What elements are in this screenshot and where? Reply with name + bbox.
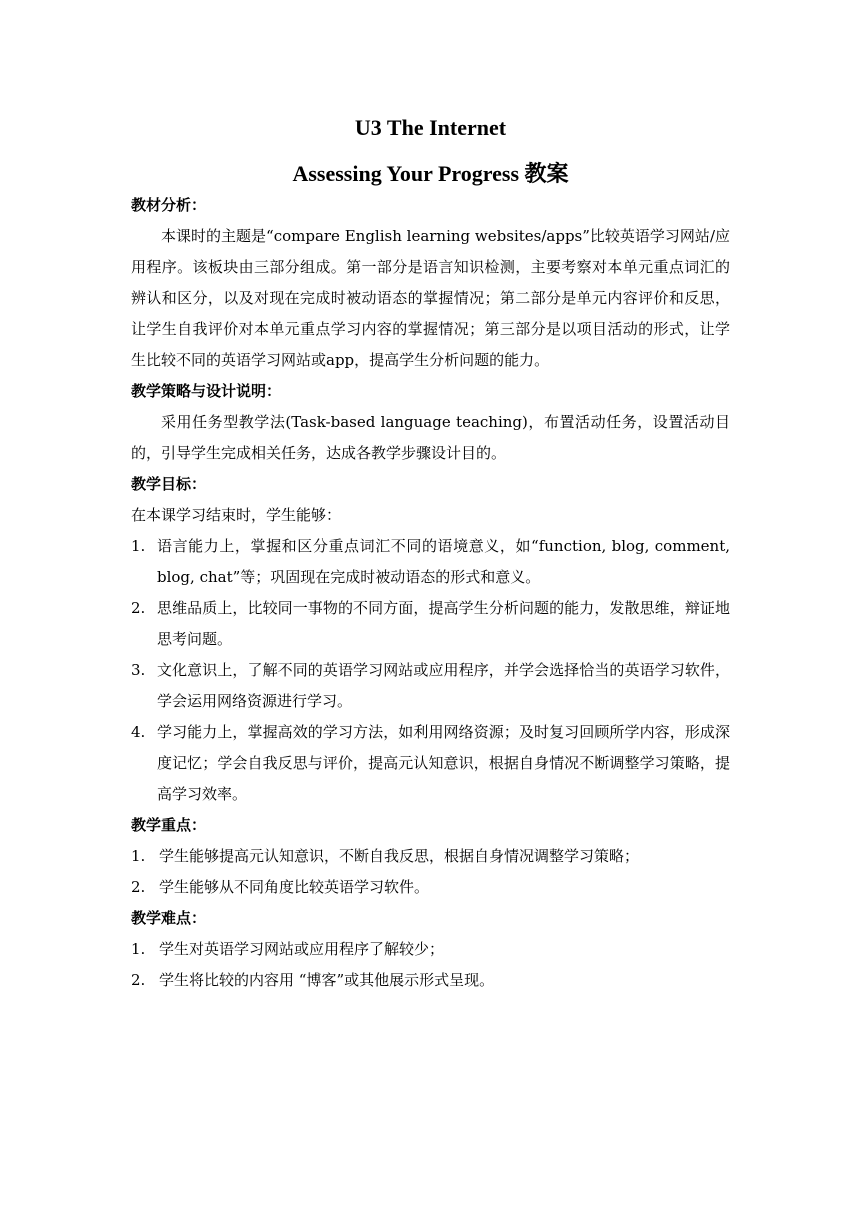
materials-heading: 教材分析： — [131, 196, 207, 214]
list-item-number: 1. — [131, 537, 146, 555]
section-key-points — [131, 810, 730, 903]
document-title: U3 The Internet — [354, 115, 507, 140]
section-objectives — [131, 469, 730, 810]
list-item-number: 1. — [131, 847, 146, 865]
list-item-text: 语言能力上，掌握和区分重点词汇不同的语境意义，如“function, blog, comment, blog, chat”等；巩固现在完成时被动语态的形式和意义。 — [157, 537, 730, 586]
key-points-heading: 教学重点： — [131, 816, 207, 834]
materials-body: 本课时的主题是“compare English learning websites/apps”比较英语学习网站/应用程序。该板块由三部分组成。第一部分是语言知识检测，主要考察对本单元重点词汇的辨认和区分，以及对现在完成时被动语态的掌握情况；第二部分是单元内容评价和反思，让学生自我评价对本单元重点学习内容的掌握情况；第三部分是以项目活动的形式，让学生比较不同的英语学习网站或app，提高学生分析问题的能力。 — [131, 227, 730, 369]
list-item-number: 3. — [131, 661, 146, 679]
strategy-heading: 教学策略与设计说明： — [131, 382, 282, 400]
difficulties-list — [131, 934, 730, 996]
list-item-text: 学生将比较的内容用 “博客”或其他展示形式呈现。 — [159, 971, 495, 989]
objectives-intro: 在本课学习结束时，学生能够： — [131, 506, 342, 524]
list-item-text: 学习能力上，掌握高效的学习方法，如利用网络资源；及时复习回顾所学内容，形成深度记忆；学会自我反思与评价，提高元认知意识，根据自身情况不断调整学习策略，提高学习效率。 — [157, 723, 730, 803]
list-item — [131, 593, 730, 655]
list-item-number: 2. — [131, 971, 146, 989]
list-item — [131, 655, 730, 717]
list-item-text: 学生能够提高元认知意识，不断自我反思，根据自身情况调整学习策略； — [159, 847, 640, 865]
list-item-text: 学生对英语学习网站或应用程序了解较少； — [159, 940, 445, 958]
document-subtitle: Assessing Your Progress 教案 — [292, 161, 569, 186]
difficulties-heading: 教学难点： — [131, 909, 207, 927]
list-item-number: 2. — [131, 878, 146, 896]
section-difficulties — [131, 903, 730, 996]
list-item-text: 文化意识上，了解不同的英语学习网站或应用程序，并学会选择恰当的英语学习软件，学会运用网络资源进行学习。 — [157, 661, 730, 710]
section-materials — [131, 190, 730, 376]
list-item — [131, 872, 730, 903]
list-item-number: 4. — [131, 723, 146, 741]
strategy-body: 采用任务型教学法(Task-based language teaching)，布置活动任务，设置活动目的，引导学生完成相关任务，达成各教学步骤设计目的。 — [131, 413, 730, 462]
list-item — [131, 841, 730, 872]
list-item — [131, 717, 730, 810]
list-item-number: 2. — [131, 599, 146, 617]
list-item — [131, 531, 730, 593]
list-item-number: 1. — [131, 940, 146, 958]
objectives-list — [131, 531, 730, 810]
key-points-list — [131, 841, 730, 903]
list-item — [131, 965, 730, 996]
list-item-text: 学生能够从不同角度比较英语学习软件。 — [159, 878, 430, 896]
list-item — [131, 934, 730, 965]
list-item-text: 思维品质上，比较同一事物的不同方面，提高学生分析问题的能力，发散思维，辩证地思考问题。 — [157, 599, 730, 648]
objectives-heading: 教学目标： — [131, 475, 207, 493]
section-strategy — [131, 376, 730, 469]
